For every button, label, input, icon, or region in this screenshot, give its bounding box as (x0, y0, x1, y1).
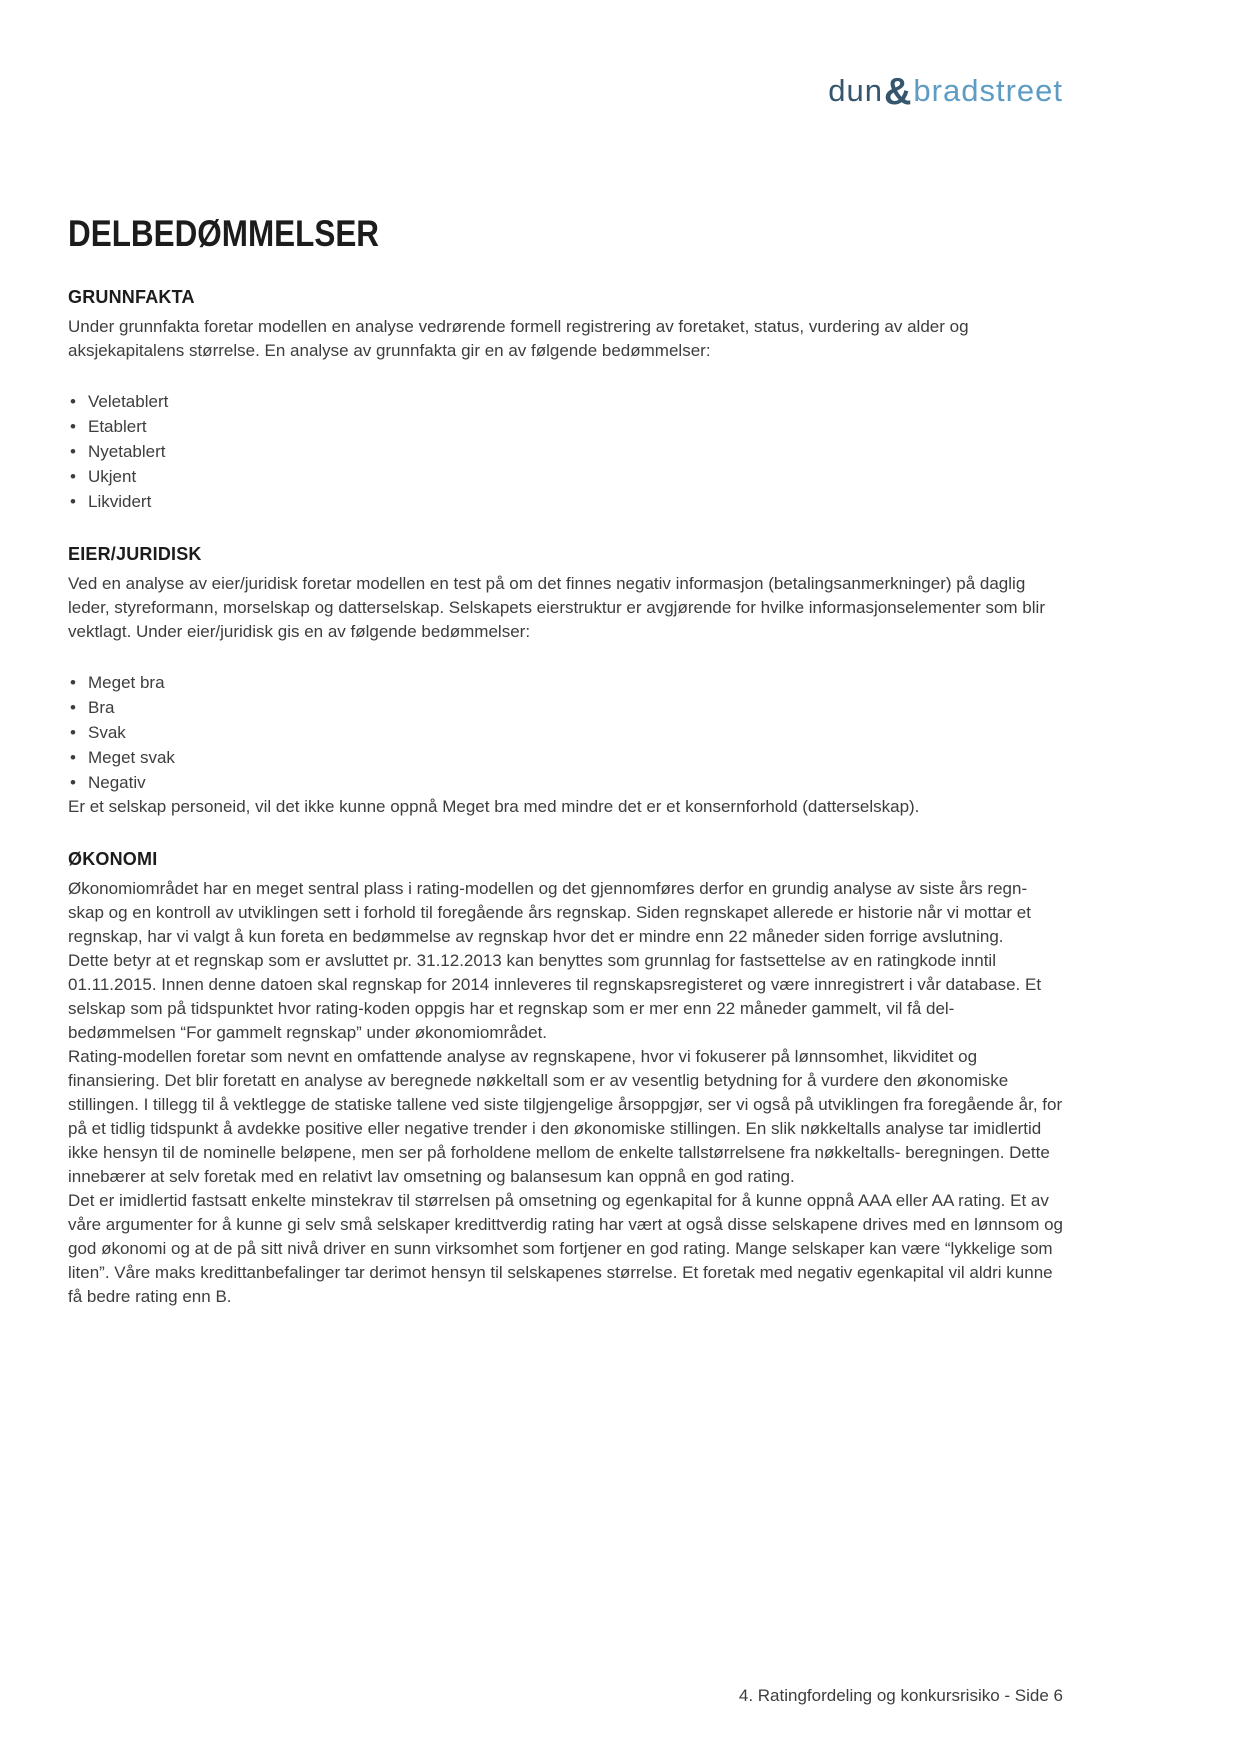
list-item: • Etablert (68, 414, 1063, 439)
header (68, 70, 1063, 112)
eier-juridisk-bullet-list (68, 670, 1063, 795)
okonomi-paragraph-1: Økonomiområdet har en meget sentral plass i rating-modellen og det gjennomføres derfor en grundig analyse av siste års regn- skap og en kontroll av utviklingen sett i forhold til foregående års regnskap. Siden regnskapet allerede er historie når vi mottar et regnskap, har vi valgt å kun foreta en bedømmelse av regnskap hvor det er mindre enn 22 måneder siden forrige avslutning. (68, 879, 1031, 946)
eier-juridisk-note: Er et selskap personeid, vil det ikke kunne oppnå Meget bra med mindre det er et konsernforhold (datterselskap). (68, 797, 920, 816)
section-eier-juridisk (68, 544, 1063, 819)
list-item: • Likvidert (68, 489, 1063, 514)
okonomi-paragraph-2: Dette betyr at et regnskap som er avsluttet pr. 31.12.2013 kan benyttes som grunnlag for fastsettelse av en ratingkode inntil 01.11.2015. Innen denne datoen skal regnskap for 2014 innleveres til regnskapsregisteret og være innregistrert i vår database. Et selskap som på tidspunktet hvor rating-koden oppgis har et regnskap som er mer enn 22 måneder gammelt, vil få del- bedømmelsen “For gammelt regnskap” under økonomiområdet. (68, 951, 1042, 1042)
ampersand-icon: & (883, 71, 913, 113)
page-title: DELBEDØMMELSER (68, 213, 380, 254)
section-okonomi (68, 849, 1063, 1309)
section-heading-okonomi: ØKONOMI (68, 849, 158, 869)
logo-text-bradstreet: bradstreet (913, 73, 1063, 108)
grunnfakta-bullet-list (68, 389, 1063, 514)
list-item: • Nyetablert (68, 439, 1063, 464)
document-page (68, 0, 1063, 1754)
section-heading-eier-juridisk: EIER/JURIDISK (68, 544, 202, 564)
page-footer: 4. Ratingfordeling og konkursrisiko - Side 6 (738, 1686, 1063, 1705)
dun-bradstreet-logo (828, 70, 1063, 113)
section-heading-grunnfakta: GRUNNFAKTA (68, 287, 195, 307)
list-item: • Bra (68, 695, 1063, 720)
okonomi-paragraph-4: Det er imidlertid fastsatt enkelte minstekrav til størrelsen på omsetning og egenkapital for å kunne oppnå AAA eller AA rating. Et av våre argumenter for å kunne gi selv små selskaper kredittverdig rating har vært at også disse selskapene drives med en lønnsom og god økonomi og at de på sitt nivå driver en sunn virksomhet som fortjener en god rating. Mange selskaper kan være “lykkelige som liten”. Våre maks kredittanbefalinger tar derimot hensyn til selskapenes størrelse. Et foretak med negativ egenkapital vil aldri kunne få bedre rating enn B. (68, 1191, 1063, 1306)
section-grunnfakta (68, 287, 1063, 514)
eier-juridisk-intro: Ved en analyse av eier/juridisk foretar modellen en test på om det finnes negativ informasjon (betalingsanmerkninger) på daglig leder, styreformann, morselskap og datterselskap. Selskapets eierstruktur er avgjørende for hvilke informasjonselementer som blir vektlagt. Under eier/juridisk gis en av følgende bedømmelser: (68, 574, 1045, 641)
okonomi-paragraph-3: Rating-modellen foretar som nevnt en omfattende analyse av regnskapene, hvor vi fokuserer på lønnsomhet, likviditet og finansiering. Det blir foretatt en analyse av beregnede nøkkeltall som er av vesentlig betydning for å vurdere den økonomiske stillingen. I tillegg til å vektlegge de statiske tallene ved siste tilgjengelige årsoppgjør, ser vi også på utviklingen fra foregående år, for på et tidlig tidspunkt å avdekke positive eller negative trender i den økonomiske stillingen. En slik nøkkeltalls analyse tar imidlertid ikke hensyn til de nominelle beløpene, men ser på forholdene mellom de enkelte tallstørrelsene fra nøkkeltalls- beregningen. Dette innebærer at selv foretak med en relativt lav omsetning og balansesum kan oppnå en god rating. (68, 1047, 1063, 1186)
grunnfakta-intro: Under grunnfakta foretar modellen en analyse vedrørende formell registrering av foretaket, status, vurdering av alder og aksjekapitalens størrelse. En analyse av grunnfakta gir en av følgende bedømmelser: (68, 317, 969, 360)
list-item: • Meget bra (68, 670, 1063, 695)
list-item: • Meget svak (68, 745, 1063, 770)
list-item: • Negativ (68, 770, 1063, 795)
logo-text-dun: dun (828, 73, 883, 108)
list-item: • Veletablert (68, 389, 1063, 414)
list-item: • Ukjent (68, 464, 1063, 489)
list-item: • Svak (68, 720, 1063, 745)
